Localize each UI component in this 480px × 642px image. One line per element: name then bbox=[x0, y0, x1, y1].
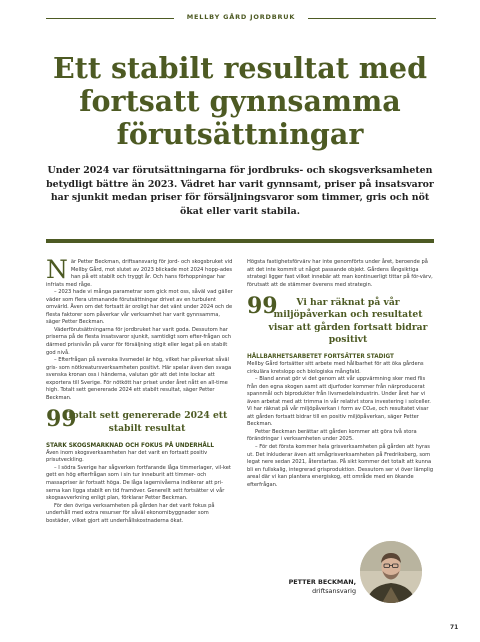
paragraph: – I södra Sverige har sågverken fortfarande låga timmerlager, vil-ket gett en hög efterfrågan som i sin tur inneburit att timmer- och massapriser är fortsatt höga. De låga lagernivåerna indikerar att pri-serna kan ligga stabilt en tid framöver. Generellt sett fortsätter vi vår skogsavverkning enligt plan, förklarar Petter Beckman. bbox=[46, 464, 231, 502]
portrait-photo bbox=[360, 541, 422, 603]
paragraph: – Efterfrågan på svenska livsmedel är hög, vilket har påverkat såväl gris- som nötkreatursverksamheten positivt. Här spelar även den svaga svenska kronan oss i händerna, valutan gör att det inte lockar att exportera till Sverige. För nötkött har priset under året nått en all-time high. Totalt sett genererade 2024 ett stabilt resultat, säger Petter Beckman. bbox=[46, 357, 232, 401]
photo-caption bbox=[280, 578, 356, 596]
right-column bbox=[247, 259, 435, 489]
drop-cap: N bbox=[46, 255, 68, 284]
divider-rule bbox=[46, 239, 434, 243]
left-column bbox=[46, 255, 234, 525]
subheading: STARK SKOGSMARKNAD OCH FOKUS PÅ UNDERHÅLL bbox=[46, 442, 215, 449]
paragraph: Petter Beckman berättar att gården kommer att göra två stora förändringar i verksamheten under 2025. bbox=[247, 428, 417, 443]
page-number: 71 bbox=[450, 624, 459, 631]
paragraph: – Bland annat gör vi det genom att vår uppvärmning sker med flis från den egna skogen samt att djurfoder kommer från närproducerat spannmål och biprodukter från livsmedelsindustrin. Under året har vi även arbetat med att trimma in vår relativt stora investering i solceller. Vi har räknat på vår miljöpåverkan i form av CO₂e, och resultatet visar att gården fortsatt bidrar till en positiv miljöpåverkan, säger Petter Beckman. bbox=[247, 376, 431, 428]
pull-quote-text: Vi har räknat på vår miljöpåverkan och resultatet visar att gården fortsatt bidrar positivt bbox=[268, 297, 428, 345]
caption-role: driftsansvarig bbox=[312, 587, 356, 595]
subheading: HÅLLBARHETSARBETET FORTSÄTTER STADIGT bbox=[247, 354, 394, 360]
paragraph: När Petter Beckman, driftsansvarig för jord- och skogsbruket vid Mellby Gård, mot slutet av 2023 blickade mot 2024 hopp-ades han på ett stabilt och tryggt år. Och hans förhoppningar har infriats med råge. bbox=[46, 255, 233, 288]
paragraph: För den övriga verksamheten på gården har det varit fokus på underhåll med extra resurser för såväl ekonomibyggnader som bostäder, vilket gjort att underhållskostnaderna ökat. bbox=[46, 502, 215, 524]
section-header bbox=[46, 13, 436, 23]
section-label: MELLBY GÅRD JORDBRUK bbox=[186, 13, 296, 21]
paragraph: Mellby Gård fortsätter sitt arbete med hållbarhet för att öka gårdens cirkulära kretslopp och biologiska mångfald. bbox=[247, 361, 424, 375]
pull-quote bbox=[46, 406, 234, 434]
paragraph: – 2023 hade vi många parametrar som gick mot oss, såväl vad gäller väder som flera utmanande förutsättningar drivet av en turbulent omvärld. Även om det fortsatt är oroligt har det vänt under 2024 och de flesta faktorer som påverkar vår verksamhet har varit gynnsamma, säger Petter Beckman. bbox=[46, 289, 233, 326]
quote-mark-icon: 99 bbox=[46, 406, 77, 433]
portrait-illustration bbox=[360, 541, 422, 603]
paragraph: Väderförutsättningarna för jordbruket har varit goda. Dessutom har priserna på de flesta insatsvaror sjunkit, samtidigt som efter-frågan och därmed prisnivån på varor för försäljning stigit eller legat på en stabilt god nivå. bbox=[46, 326, 231, 356]
paragraph: Högsta fastighetsförvärv har inte genomförts under året, beroende på att det inte kommit ut något passande objekt. Gårdens långsiktiga strategi ligger fast vilket innebär att man kontinuerligt tittar på för-värv, förutsatt att de stämmer överens med strategin. bbox=[247, 259, 433, 288]
pull-quote bbox=[247, 293, 435, 346]
paragraph: Även inom skogsverksamheten har det varit en fortsatt positiv prisutveckling. bbox=[46, 449, 208, 464]
article-title: Ett stabilt resultat med fortsatt gynnsamma förutsättningar bbox=[53, 51, 427, 151]
pull-quote-text: Totalt sett genererade 2024 ett stabilt resultat bbox=[66, 410, 228, 434]
article-lead: Under 2024 var förutsättningarna för jordbruks- och skogsverksamheten betydligt bättre än 2023. Vädret har varit gynnsamt, priser på insatsvaror har sjunkit medan priser för försäljningsvaror som timmer, gris och nöt ökat eller varit stabila. bbox=[46, 165, 434, 217]
header-rule-right bbox=[308, 18, 436, 19]
quote-mark-icon: 99 bbox=[247, 293, 278, 320]
paragraph: – För det första kommer hela grisverksamheten på gården att hyras ut. Det inkluderar även att smågrisverksamheten på Fredriksberg, som legat nere sedan 2021, återstartas. På sikt kommer det totalt att kunna bli en fullskalig, integrerad grisproduktion. Dessutom ser vi över lämplig areal där vi kan plantera energiskog, ett område med en ökande efterfrågan. bbox=[247, 444, 434, 488]
caption-name: PETTER BECKMAN, bbox=[288, 578, 356, 586]
